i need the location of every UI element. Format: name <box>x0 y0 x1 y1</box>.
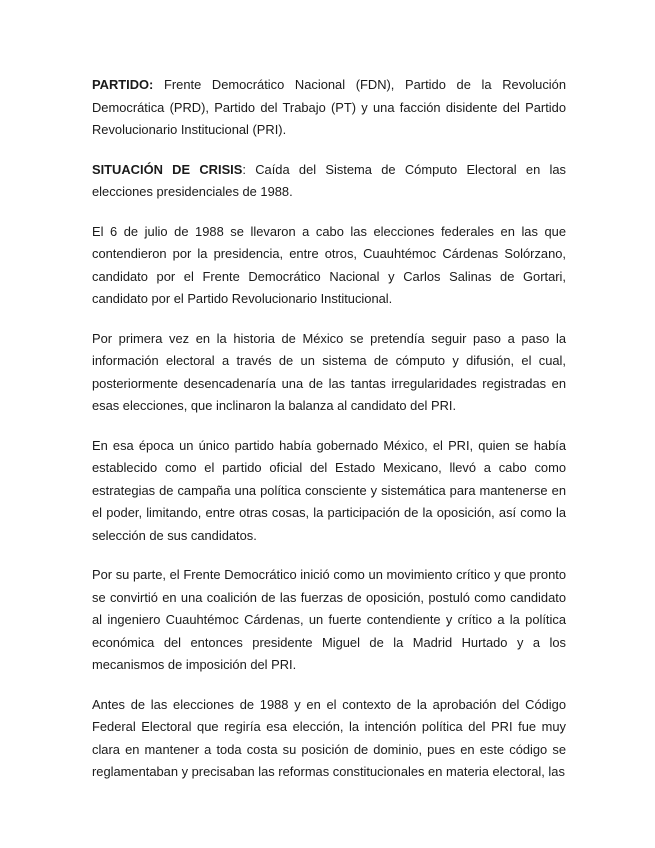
paragraph-party <box>92 74 566 142</box>
paragraph-electoral-code: Antes de las elecciones de 1988 y en el contexto de la aprobación del Código Federal Electoral que regiría esa elección, la intención política del PRI fue muy clara en mantener a toda costa su posición de dominio, pues en este código se reglamentaban y precisaban las reformas constitucionales en materia electoral, las <box>92 696 566 779</box>
paragraph-computing-system: Por primera vez en la historia de México se pretendía seguir paso a paso la información electoral a través de un sistema de cómputo y difusión, el cual, posteriormente desencadenaría una de las tantas irregularidades registradas en esas elecciones, que inclinaron la balanza al candidato del PRI. <box>92 330 566 413</box>
paragraph-democratic-front: Por su parte, el Frente Democrático inició como un movimiento crítico y que pronto se convirtió en una coalición de las fuerzas de oposición, postuló como candidato al ingeniero Cuauhtémoc Cárdenas, un fuerte contendiente y crítico a la política económica del entonces presidente Miguel de la Madrid Hurtado y a los mecanismos de imposición del PRI. <box>92 567 566 672</box>
crisis-text: : Caída del Sistema de Cómputo Electoral en las elecciones presidenciales de 1988. <box>92 161 566 199</box>
crisis-label: SITUACIÓN DE CRISIS <box>92 161 243 177</box>
paragraph-crisis <box>92 159 566 204</box>
paragraph-election-date: El 6 de julio de 1988 se llevaron a cabo las elecciones federales en las que contendieron por la presidencia, entre otros, Cuauhtémoc Cárdenas Solórzano, candidato por el Frente Democrático Nacional y Carlos Salinas de Gortari, candidato por el Partido Revolucionario Institucional. <box>92 223 566 306</box>
paragraph-pri-context: En esa época un único partido había gobernado México, el PRI, quien se había establecido como el partido oficial del Estado Mexicano, llevó a cabo como estrategias de campaña una política consciente y sistemática para mantenerse en el poder, limitando, entre otras cosas, la participación de la oposición, así como la selección de sus candidatos. <box>92 437 566 543</box>
party-text: Frente Democrático Nacional (FDN), Partido de la Revolución Democrática (PRD), Partido del Trabajo (PT) y una facción disidente del Partido Revolucionario Institucional (PRI). <box>92 77 566 137</box>
document-body <box>92 74 566 801</box>
party-label: PARTIDO: <box>92 77 154 92</box>
